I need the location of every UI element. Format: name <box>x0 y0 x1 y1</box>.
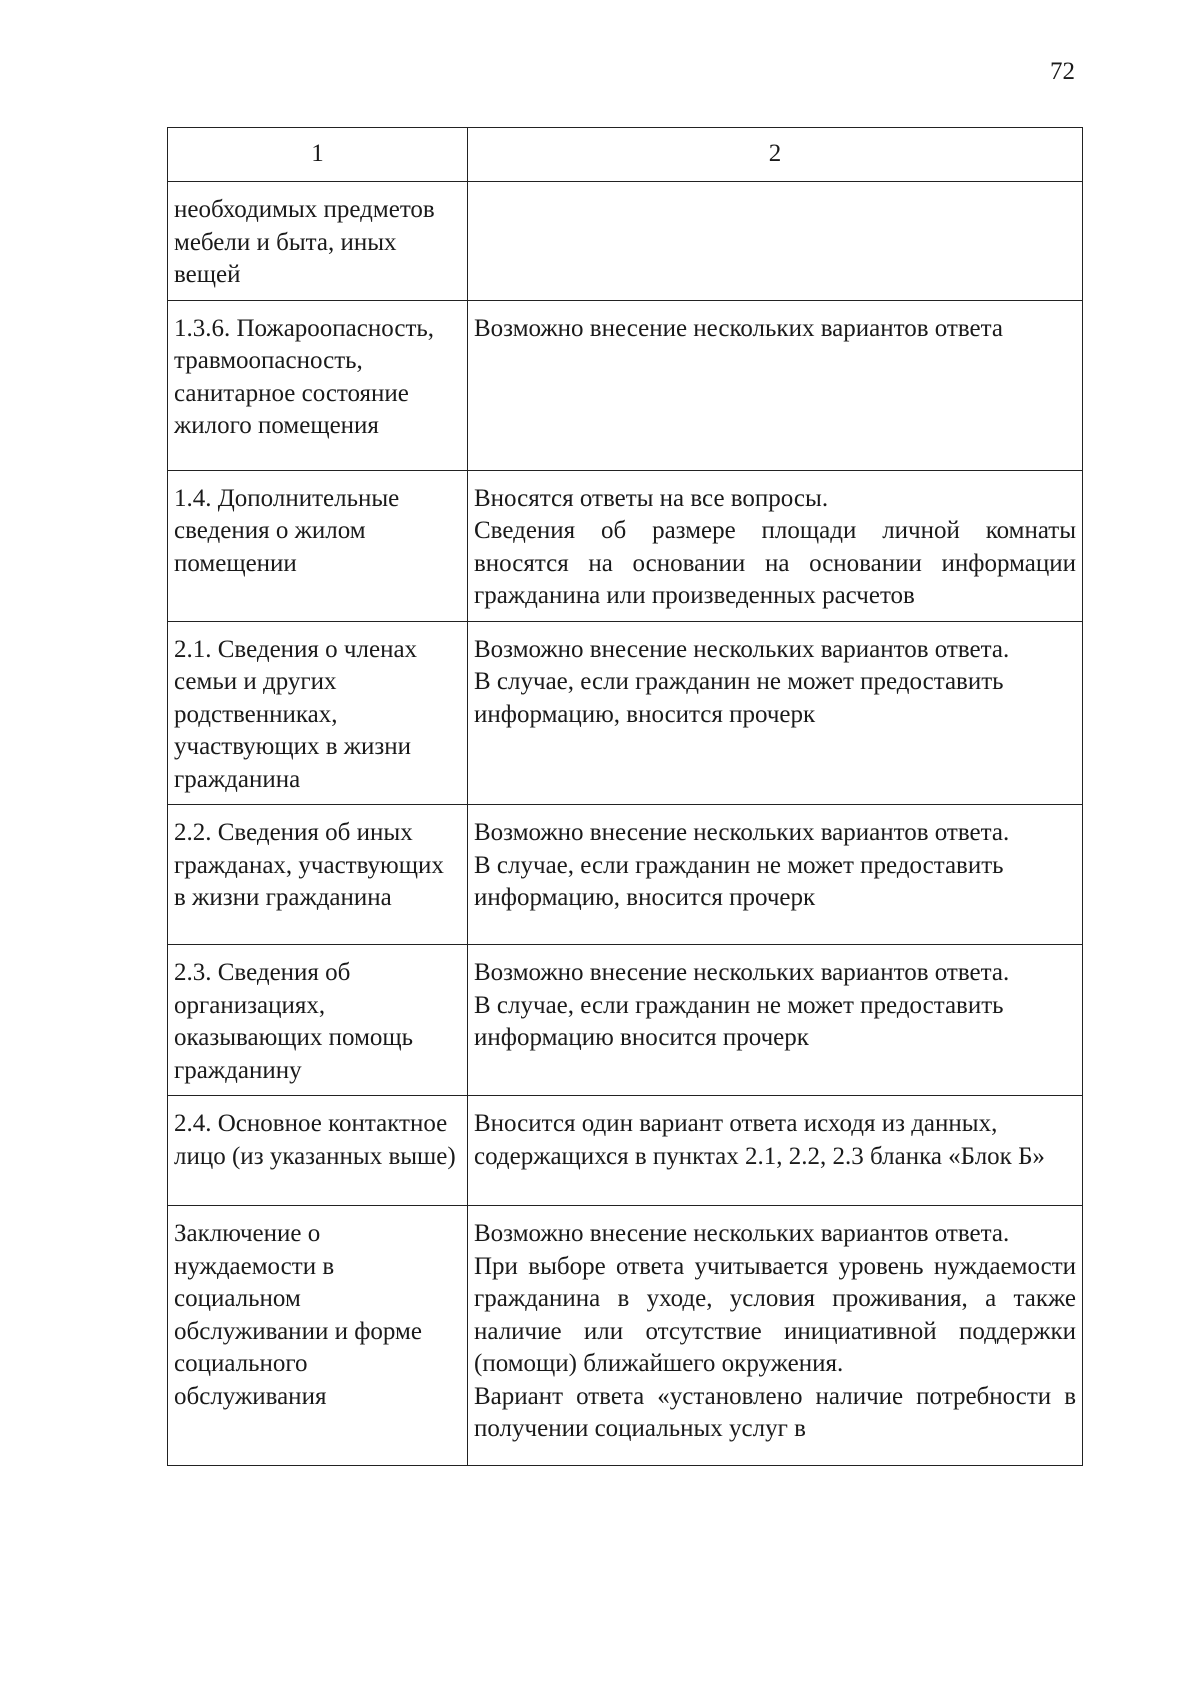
table-row <box>168 470 1083 621</box>
row-description-line: В случае, если гражданин не может предоставить информацию, вносится прочерк <box>474 851 1004 911</box>
row-description-line: В случае, если гражданин не может предоставить информацию вносится прочерк <box>474 991 1004 1051</box>
row-description <box>468 805 1083 945</box>
row-description-line: Возможно внесение нескольких вариантов ответа. <box>474 959 1010 986</box>
table-row <box>168 1096 1083 1206</box>
row-description <box>468 182 1083 301</box>
table-row <box>168 300 1083 470</box>
row-label: необходимых предметов мебели и быта, иных вещей <box>168 182 468 301</box>
row-label: 2.4. Основное контактное лицо (из указанных выше) <box>168 1096 468 1206</box>
table-row <box>168 182 1083 301</box>
row-description-line: Возможно внесение нескольких вариантов ответа. <box>474 819 1010 846</box>
row-label: Заключение о нуждаемости в социальном обслуживании и форме социального обслуживания <box>168 1206 468 1466</box>
row-label: 1.4. Дополнительные сведения о жилом помещении <box>168 470 468 621</box>
row-description-line: Вносится один вариант ответа исходя из данных, содержащихся в пунктах 2.1, 2.2, 2.3 бланка «Блок Б» <box>474 1110 1045 1170</box>
row-label: 2.1. Сведения о членах семьи и других родственниках, участвующих в жизни гражданина <box>168 621 468 805</box>
column-header-1: 1 <box>168 128 468 182</box>
row-description <box>468 300 1083 470</box>
table-row <box>168 805 1083 945</box>
column-header-2: 2 <box>468 128 1083 182</box>
row-label: 1.3.6. Пожароопасность, травмоопасность, санитарное состояние жилого помещения <box>168 300 468 470</box>
table-row <box>168 1206 1083 1466</box>
row-description-line: Сведения об размере площади личной комнаты вносятся на основании на основании информации гражданина или произведенных расчетов <box>474 517 1076 609</box>
row-label: 2.2. Сведения об иных гражданах, участвующих в жизни гражданина <box>168 805 468 945</box>
row-description <box>468 945 1083 1096</box>
row-label: 2.3. Сведения об организациях, оказывающих помощь гражданину <box>168 945 468 1096</box>
page-number: 72 <box>1050 58 1075 85</box>
table-header-row <box>168 128 1083 182</box>
table-row <box>168 621 1083 805</box>
row-description-line: Вносятся ответы на все вопросы. <box>474 484 829 512</box>
row-description-line: В случае, если гражданин не может предоставить информацию, вносится прочерк <box>474 668 1004 728</box>
row-description <box>468 621 1083 805</box>
row-description-line: Вариант ответа «установлено наличие потребности в получении социальных услуг в <box>474 1382 1076 1442</box>
row-description-line: Возможно внесение нескольких вариантов ответа. <box>474 635 1010 663</box>
row-description-line: При выборе ответа учитывается уровень нуждаемости гражданина в уходе, условия проживания, а также наличие или отсутствие инициативной поддержки (помощи) ближайшего окружения. <box>474 1252 1076 1377</box>
row-description-line: Возможно внесение нескольких вариантов ответа. <box>474 1220 1010 1247</box>
row-description <box>468 1096 1083 1206</box>
row-description <box>468 470 1083 621</box>
document-table <box>167 127 1083 1466</box>
table-row <box>168 945 1083 1096</box>
row-description-line: Возможно внесение нескольких вариантов ответа <box>474 314 1003 342</box>
row-description <box>468 1206 1083 1466</box>
